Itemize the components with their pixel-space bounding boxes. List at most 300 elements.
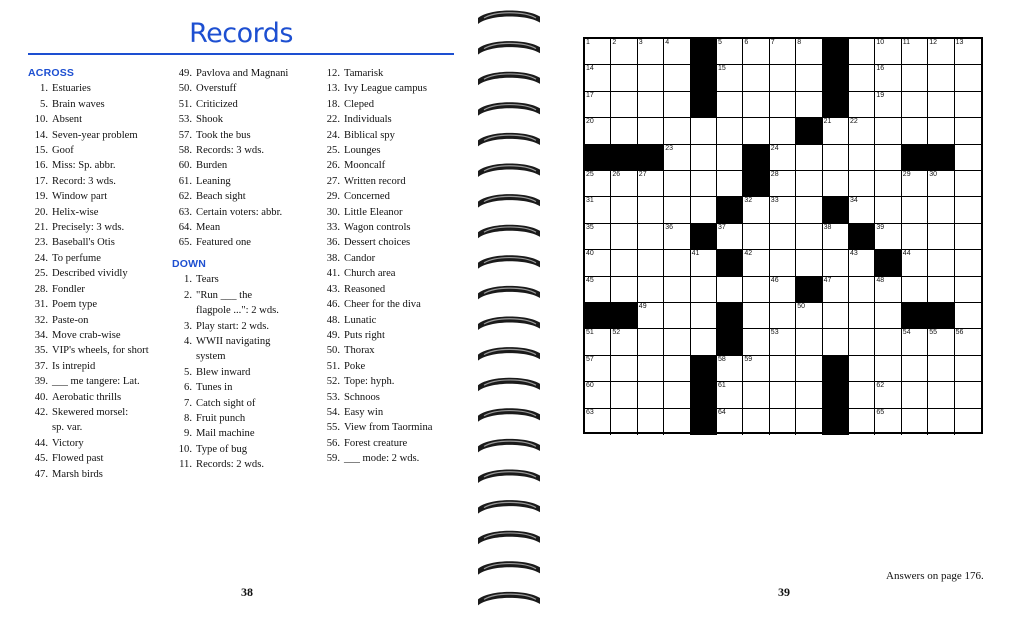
grid-cell[interactable] (743, 65, 769, 91)
grid-cell[interactable] (955, 224, 981, 250)
grid-cell[interactable] (585, 356, 611, 382)
grid-cell[interactable] (875, 92, 901, 118)
grid-cell-block (717, 303, 743, 329)
grid-cell[interactable] (691, 145, 717, 171)
cell-number: 42 (744, 250, 753, 258)
grid-cell[interactable] (585, 65, 611, 91)
cell-number: 55 (929, 329, 937, 337)
grid-cell[interactable] (585, 92, 611, 118)
grid-cell[interactable] (664, 92, 690, 118)
grid-cell[interactable] (796, 250, 822, 276)
grid-cell[interactable] (664, 250, 690, 276)
grid-cell[interactable] (928, 118, 954, 144)
grid-cell[interactable] (743, 224, 769, 250)
grid-cell[interactable] (955, 356, 981, 382)
grid-cell[interactable] (638, 356, 664, 382)
grid-cell[interactable] (928, 250, 954, 276)
clue-number: 47. (34, 468, 48, 480)
grid-cell[interactable] (611, 171, 637, 197)
grid-cell[interactable] (955, 382, 981, 408)
clue-number: 53. (326, 391, 340, 403)
cell-number: 63 (586, 408, 594, 416)
cell-number: 14 (586, 65, 594, 73)
grid-cell[interactable] (823, 277, 849, 303)
cell-number: 30 (929, 171, 937, 178)
grid-cell[interactable] (611, 409, 637, 435)
grid-cell-block (796, 118, 822, 144)
grid-cell[interactable] (638, 118, 664, 144)
cell-number: 28 (770, 171, 779, 178)
clue-number: 64. (178, 222, 192, 234)
grid-cell[interactable] (743, 250, 769, 276)
grid-cell[interactable] (796, 145, 822, 171)
cell-number: 7 (770, 39, 775, 46)
grid-cell[interactable] (743, 303, 769, 329)
clue-number: 36. (326, 237, 340, 249)
grid-cell[interactable] (717, 277, 743, 303)
grid-cell[interactable] (796, 197, 822, 223)
grid-cell[interactable] (585, 118, 611, 144)
grid-cell[interactable] (955, 92, 981, 118)
grid-cell[interactable] (796, 409, 822, 435)
clue-text: Skewered morsel: (52, 406, 129, 418)
grid-cell[interactable] (611, 382, 637, 408)
grid-cell[interactable] (611, 118, 637, 144)
cell-number: 23 (665, 144, 673, 152)
grid-cell[interactable] (849, 65, 875, 91)
clue-item (320, 390, 470, 405)
clue-number: 2. (184, 289, 192, 301)
grid-cell[interactable] (796, 39, 822, 65)
cell-number: 59 (744, 355, 753, 363)
grid-cell[interactable] (902, 39, 928, 65)
clue-item (320, 97, 470, 112)
grid-cell[interactable] (717, 409, 743, 435)
clue-number: 61. (178, 175, 192, 187)
grid-cell[interactable] (691, 277, 717, 303)
clue-text: Puts right (344, 329, 385, 341)
cell-number: 47 (823, 276, 832, 284)
grid-cell[interactable] (611, 356, 637, 382)
grid-cell[interactable] (638, 329, 664, 355)
grid-cell[interactable] (928, 171, 954, 197)
grid-cell[interactable] (611, 224, 637, 250)
grid-cell[interactable] (743, 118, 769, 144)
grid-cell[interactable] (743, 329, 769, 355)
grid-cell[interactable] (664, 118, 690, 144)
clue-text: Miss: Sp. abbr. (52, 160, 116, 172)
grid-cell[interactable] (902, 250, 928, 276)
grid-cell[interactable] (743, 356, 769, 382)
grid-cell-block (585, 303, 611, 329)
grid-cell[interactable] (849, 329, 875, 355)
grid-cell[interactable] (849, 382, 875, 408)
clue-number: 62. (178, 191, 192, 203)
grid-cell[interactable] (849, 171, 875, 197)
grid-cell[interactable] (955, 303, 981, 329)
grid-cell[interactable] (743, 39, 769, 65)
grid-cell[interactable] (796, 65, 822, 91)
grid-cell[interactable] (664, 39, 690, 65)
grid-cell[interactable] (585, 409, 611, 435)
grid-cell[interactable] (955, 39, 981, 65)
grid-cell[interactable] (638, 382, 664, 408)
grid-cell[interactable] (902, 277, 928, 303)
grid-cell[interactable] (902, 171, 928, 197)
grid-cell[interactable] (770, 118, 796, 144)
grid-cell[interactable] (849, 277, 875, 303)
grid-cell[interactable] (796, 303, 822, 329)
grid-cell[interactable] (770, 303, 796, 329)
clue-text: Paste-on (52, 314, 89, 326)
grid-cell[interactable] (849, 145, 875, 171)
grid-cell[interactable] (902, 409, 928, 435)
clue-number: 33. (326, 222, 340, 234)
clue-item (320, 420, 470, 435)
left-page-number: 38 (241, 585, 253, 599)
grid-cell[interactable] (955, 145, 981, 171)
grid-cell[interactable] (585, 277, 611, 303)
clue-item (172, 128, 317, 143)
grid-cell[interactable] (664, 145, 690, 171)
grid-cell[interactable] (875, 277, 901, 303)
clue-text: Tope: hyph. (344, 376, 395, 388)
grid-cell[interactable] (611, 197, 637, 223)
clue-number: 49. (326, 329, 340, 341)
clue-number: 15. (34, 145, 48, 157)
clue-item (320, 282, 470, 297)
grid-cell-block (823, 39, 849, 65)
grid-cell-block (849, 224, 875, 250)
clue-number: 52. (326, 376, 340, 388)
grid-cell-block (796, 277, 822, 303)
clue-text: Overstuff (196, 83, 237, 95)
clue-item (172, 380, 317, 395)
grid-cell[interactable] (875, 409, 901, 435)
grid-cell[interactable] (664, 409, 690, 435)
grid-cell[interactable] (875, 303, 901, 329)
cell-number: 50 (797, 303, 805, 310)
clue-item (28, 174, 168, 189)
clue-number: 13. (326, 83, 340, 95)
grid-cell[interactable] (955, 250, 981, 276)
clue-item (28, 390, 168, 405)
grid-cell[interactable] (585, 197, 611, 223)
grid-cell[interactable] (875, 224, 901, 250)
grid-cell[interactable] (849, 92, 875, 118)
grid-cell[interactable] (585, 39, 611, 65)
clue-item (28, 405, 168, 420)
grid-cell[interactable] (823, 303, 849, 329)
grid-cell[interactable] (928, 277, 954, 303)
grid-cell[interactable] (770, 277, 796, 303)
clue-number: 45. (34, 453, 48, 465)
grid-cell[interactable] (638, 65, 664, 91)
grid-cell[interactable] (664, 303, 690, 329)
grid-cell[interactable] (770, 92, 796, 118)
grid-cell[interactable] (902, 197, 928, 223)
grid-cell[interactable] (717, 356, 743, 382)
grid-cell[interactable] (717, 145, 743, 171)
clue-text: ___ me tangere: Lat. (52, 376, 140, 388)
grid-cell[interactable] (928, 39, 954, 65)
cell-number: 31 (586, 197, 594, 205)
grid-cell[interactable] (664, 224, 690, 250)
grid-cell[interactable] (585, 171, 611, 197)
grid-cell[interactable] (717, 382, 743, 408)
grid-cell[interactable] (691, 118, 717, 144)
grid-cell[interactable] (849, 250, 875, 276)
clue-item (172, 189, 317, 204)
grid-cell[interactable] (770, 65, 796, 91)
grid-cell[interactable] (638, 224, 664, 250)
grid-cell[interactable] (928, 382, 954, 408)
grid-cell[interactable] (717, 118, 743, 144)
grid-cell[interactable] (928, 92, 954, 118)
grid-cell[interactable] (638, 92, 664, 118)
clue-number: 11. (179, 459, 192, 471)
cell-number: 4 (665, 39, 670, 46)
grid-cell[interactable] (611, 277, 637, 303)
clue-number: 34. (34, 329, 48, 341)
cell-number: 62 (876, 382, 885, 390)
grid-cell[interactable] (664, 171, 690, 197)
cell-number: 33 (770, 197, 779, 205)
cell-number: 54 (902, 329, 911, 337)
clue-number: 27. (326, 175, 340, 187)
grid-cell[interactable] (691, 171, 717, 197)
grid-cell[interactable] (691, 250, 717, 276)
clue-item (28, 282, 168, 297)
clue-number: 63. (178, 206, 192, 218)
grid-cell-block (823, 65, 849, 91)
clue-item (28, 451, 168, 466)
grid-cell[interactable] (664, 329, 690, 355)
clue-number: 49. (178, 68, 192, 79)
clue-item (28, 143, 168, 158)
grid-cell[interactable] (770, 197, 796, 223)
clue-item (172, 143, 317, 158)
grid-cell[interactable] (717, 171, 743, 197)
grid-cell[interactable] (955, 409, 981, 435)
grid-cell[interactable] (717, 92, 743, 118)
clue-text: Precisely: 3 wds. (52, 222, 125, 234)
grid-cell[interactable] (664, 277, 690, 303)
grid-cell[interactable] (849, 39, 875, 65)
grid-cell[interactable] (770, 356, 796, 382)
clue-text: Little Eleanor (344, 206, 403, 218)
grid-cell[interactable] (717, 224, 743, 250)
clue-item (320, 251, 470, 266)
grid-cell[interactable] (796, 171, 822, 197)
grid-cell[interactable] (743, 197, 769, 223)
grid-cell[interactable] (955, 65, 981, 91)
cell-number: 15 (718, 65, 726, 73)
clue-item (172, 442, 317, 457)
grid-cell[interactable] (638, 171, 664, 197)
clue-text: Criticized (196, 98, 238, 110)
clue-number: 3. (184, 320, 192, 332)
grid-cell[interactable] (955, 329, 981, 355)
grid-cell[interactable] (823, 329, 849, 355)
clue-number: 7. (184, 397, 192, 409)
grid-cell[interactable] (875, 329, 901, 355)
grid-cell[interactable] (902, 65, 928, 91)
grid-cell[interactable] (770, 382, 796, 408)
grid-cell[interactable] (770, 145, 796, 171)
puzzle-title: Records (189, 18, 293, 49)
clue-item (172, 396, 317, 411)
grid-cell[interactable] (875, 145, 901, 171)
clue-text: Seven-year problem (52, 129, 138, 141)
clue-item (28, 81, 168, 96)
grid-cell[interactable] (717, 39, 743, 65)
grid-cell[interactable] (691, 197, 717, 223)
grid-cell[interactable] (611, 329, 637, 355)
grid-cell[interactable] (796, 224, 822, 250)
grid-cell[interactable] (796, 329, 822, 355)
grid-cell[interactable] (611, 39, 637, 65)
grid-cell[interactable] (875, 65, 901, 91)
grid-cell[interactable] (717, 65, 743, 91)
clue-item (172, 349, 317, 364)
clue-item (320, 313, 470, 328)
grid-cell[interactable] (691, 303, 717, 329)
grid-cell[interactable] (875, 356, 901, 382)
grid-cell[interactable] (902, 92, 928, 118)
cell-number: 13 (955, 39, 964, 46)
grid-cell[interactable] (770, 224, 796, 250)
clue-text: flagpole ...": 2 wds. (196, 305, 279, 317)
grid-cell[interactable] (638, 250, 664, 276)
grid-cell[interactable] (638, 409, 664, 435)
grid-cell[interactable] (611, 65, 637, 91)
grid-cell-block (743, 171, 769, 197)
cell-number: 41 (691, 250, 700, 258)
grid-cell[interactable] (638, 277, 664, 303)
grid-cell[interactable] (902, 118, 928, 144)
clue-number: 56. (326, 437, 340, 449)
grid-cell[interactable] (796, 92, 822, 118)
grid-cell[interactable] (849, 303, 875, 329)
clue-item (172, 365, 317, 380)
clue-number: 50. (178, 83, 192, 95)
grid-cell[interactable] (770, 250, 796, 276)
grid-cell-block (717, 329, 743, 355)
cell-number: 60 (586, 382, 594, 390)
grid-cell[interactable] (823, 224, 849, 250)
clue-number: 5. (40, 98, 48, 110)
grid-cell[interactable] (928, 224, 954, 250)
clue-item (28, 128, 168, 143)
grid-cell[interactable] (585, 329, 611, 355)
grid-cell[interactable] (823, 118, 849, 144)
grid-cell[interactable] (585, 250, 611, 276)
grid-cell[interactable] (955, 197, 981, 223)
grid-cell[interactable] (638, 197, 664, 223)
grid-cell[interactable] (902, 356, 928, 382)
grid-cell[interactable] (875, 382, 901, 408)
crossword-grid[interactable] (583, 37, 983, 434)
clue-text: Mooncalf (344, 160, 386, 172)
clue-item (28, 220, 168, 235)
grid-cell[interactable] (823, 250, 849, 276)
grid-cell[interactable] (638, 303, 664, 329)
clue-text: Catch sight of (196, 397, 256, 409)
grid-cell[interactable] (823, 171, 849, 197)
clue-number: 53. (178, 114, 192, 126)
grid-cell[interactable] (611, 92, 637, 118)
grid-cell[interactable] (585, 224, 611, 250)
grid-cell[interactable] (849, 356, 875, 382)
grid-cell[interactable] (955, 171, 981, 197)
grid-cell[interactable] (955, 118, 981, 144)
grid-cell[interactable] (691, 329, 717, 355)
grid-cell[interactable] (770, 39, 796, 65)
grid-cell[interactable] (875, 197, 901, 223)
grid-cell[interactable] (743, 277, 769, 303)
grid-cell[interactable] (875, 171, 901, 197)
grid-cell[interactable] (638, 39, 664, 65)
grid-cell[interactable] (796, 382, 822, 408)
grid-cell[interactable] (928, 65, 954, 91)
grid-cell[interactable] (928, 356, 954, 382)
grid-cell[interactable] (902, 329, 928, 355)
grid-cell[interactable] (902, 224, 928, 250)
clue-number: 58. (178, 145, 192, 157)
grid-cell[interactable] (664, 382, 690, 408)
down-heading: DOWN (172, 257, 207, 270)
clue-item (320, 266, 470, 281)
grid-cell[interactable] (875, 39, 901, 65)
grid-cell[interactable] (849, 118, 875, 144)
grid-cell[interactable] (611, 250, 637, 276)
cell-number: 32 (744, 197, 753, 205)
grid-cell[interactable] (902, 382, 928, 408)
grid-cell[interactable] (770, 409, 796, 435)
clue-item (320, 405, 470, 420)
clue-text: Aerobatic thrills (52, 391, 122, 403)
grid-cell[interactable] (770, 171, 796, 197)
cell-number: 8 (797, 39, 802, 46)
clue-item (320, 205, 470, 220)
grid-cell[interactable] (928, 409, 954, 435)
clue-text: sp. var. (52, 422, 83, 434)
grid-cell[interactable] (849, 197, 875, 223)
grid-cell[interactable] (585, 382, 611, 408)
clue-number: 24. (34, 252, 48, 264)
grid-cell[interactable] (849, 409, 875, 435)
grid-cell[interactable] (875, 118, 901, 144)
grid-cell[interactable] (928, 329, 954, 355)
grid-cell[interactable] (770, 329, 796, 355)
grid-cell[interactable] (928, 197, 954, 223)
grid-cell[interactable] (743, 92, 769, 118)
grid-cell[interactable] (664, 356, 690, 382)
clue-item (320, 174, 470, 189)
grid-cell[interactable] (664, 65, 690, 91)
grid-cell[interactable] (823, 145, 849, 171)
clue-number (172, 349, 196, 364)
grid-cell-block (823, 409, 849, 435)
grid-cell[interactable] (796, 356, 822, 382)
clue-item (320, 158, 470, 173)
clue-number: 21. (34, 222, 48, 234)
grid-cell[interactable] (743, 382, 769, 408)
grid-cell[interactable] (743, 409, 769, 435)
grid-cell[interactable] (955, 277, 981, 303)
grid-cell[interactable] (664, 197, 690, 223)
